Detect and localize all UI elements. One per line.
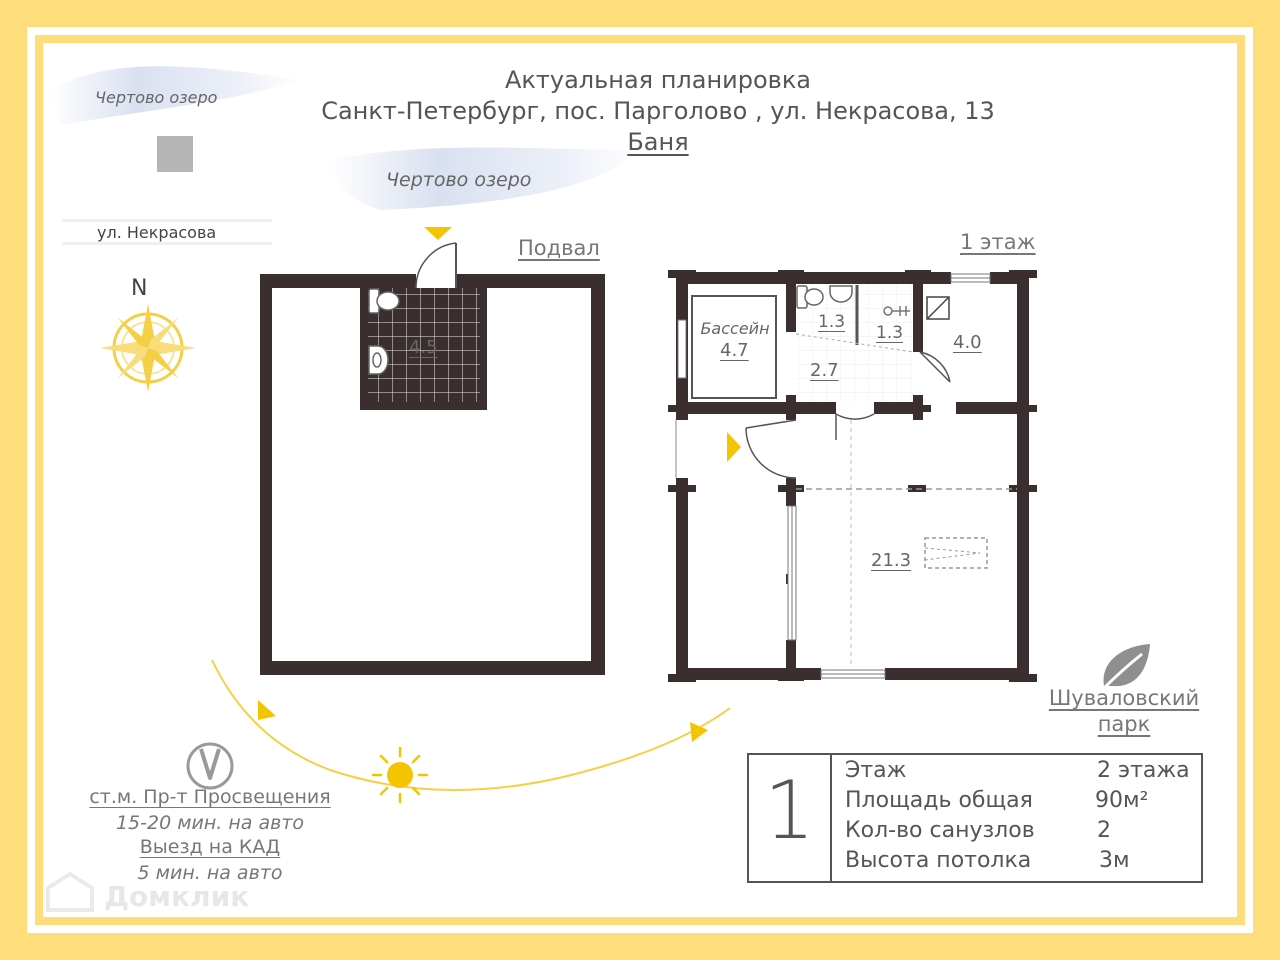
- info-label-height: Высота потолка: [845, 848, 1032, 873]
- info-value-bathrooms: 2: [1097, 818, 1111, 843]
- header-title: Актуальная планировка: [504, 66, 812, 94]
- first-floor-label: 1 этаж: [960, 230, 1036, 254]
- watermark-text: Домклик: [104, 880, 250, 913]
- header-address: Санкт-Петербург, пос. Парголово , ул. Некрасова, 13: [321, 97, 995, 125]
- metro-station: ст.м. Пр-т Просвещения: [89, 786, 331, 808]
- sink-icon: [369, 346, 388, 374]
- info-table-number: 1: [764, 764, 815, 857]
- metro-time: 15-20 мин. на авто: [115, 812, 305, 834]
- info-label-bathrooms: Кол-во санузлов: [845, 818, 1035, 843]
- room-area-wc1: 1.3: [818, 312, 846, 332]
- room-name-pool: Бассейн: [700, 319, 770, 338]
- park-label-line1: Шуваловский: [1048, 686, 1200, 710]
- sun-icon: [373, 748, 427, 802]
- basement-label: Подвал: [518, 236, 600, 260]
- kad-exit: Выезд на КАД: [139, 836, 281, 858]
- info-value-area: 90м²: [1095, 788, 1149, 813]
- street-label: ул. Некрасова: [97, 223, 217, 242]
- info-value-height: 3м: [1099, 848, 1130, 873]
- room-area-storage: 4.0: [953, 332, 982, 353]
- north-label: N: [131, 276, 148, 301]
- room-area-wc2: 1.3: [876, 323, 904, 343]
- kad-time: 5 мин. на авто: [137, 862, 283, 884]
- building-marker: [157, 136, 193, 172]
- header-building-type: Баня: [627, 128, 689, 156]
- room-area-basement-wc: 4.5: [409, 337, 438, 358]
- sink-icon-first: [830, 286, 852, 302]
- info-label-floors: Этаж: [845, 758, 907, 783]
- room-area-main: 21.3: [871, 550, 912, 571]
- room-area-pool: 4.7: [720, 340, 749, 361]
- room-area-hall: 2.7: [810, 360, 839, 381]
- lake-label-mid: Чертово озеро: [386, 169, 532, 191]
- info-label-area: Площадь общая: [845, 788, 1033, 813]
- info-value-floors: 2 этажа: [1097, 758, 1190, 783]
- park-label-line2: парк: [1097, 712, 1151, 736]
- lake-label-top: Чертово озеро: [95, 88, 218, 107]
